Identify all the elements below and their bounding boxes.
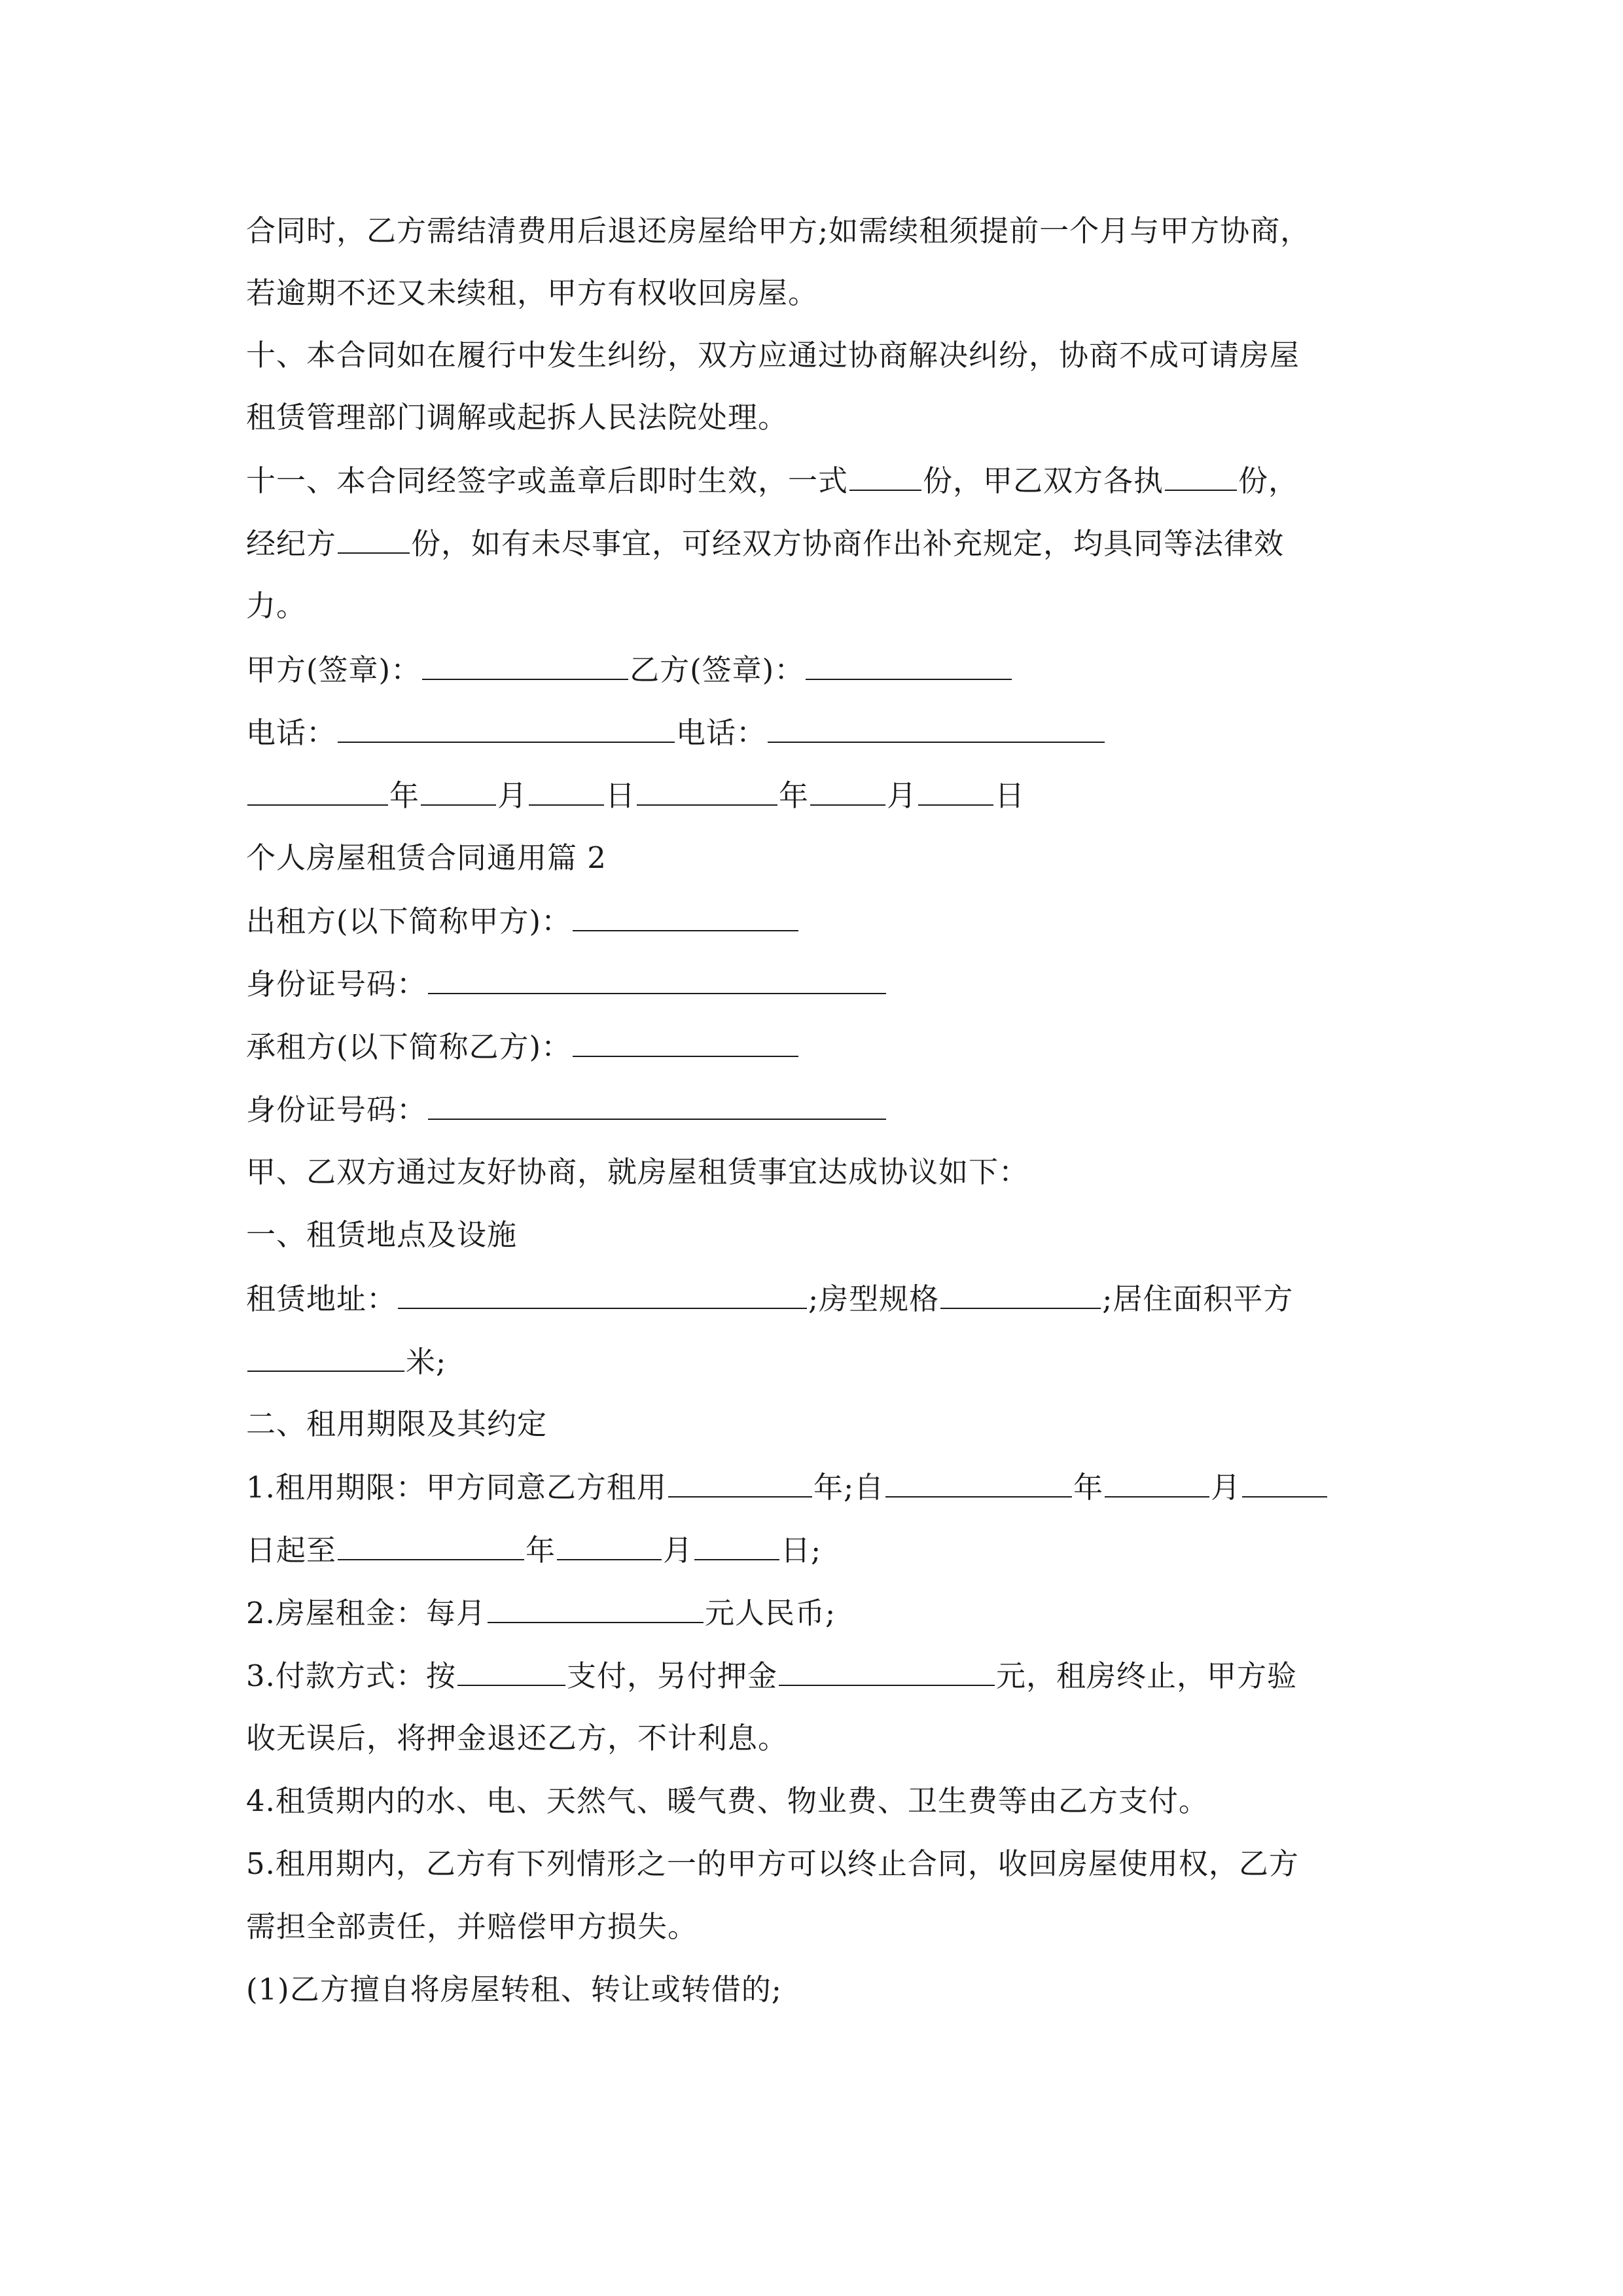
copies-total-blank[interactable] — [849, 461, 921, 491]
month-b-blank[interactable] — [810, 776, 885, 806]
term-years-blank[interactable] — [668, 1467, 812, 1498]
term-text: 月 — [663, 1533, 694, 1568]
id-number-b-blank[interactable] — [428, 1090, 886, 1120]
rent-amount-blank[interactable] — [488, 1593, 704, 1623]
heading-location: 一、租赁地点及设施 — [246, 1217, 518, 1252]
intro-text: 甲、乙双方通过友好协商，就房屋租赁事宜达成协议如下： — [246, 1155, 1029, 1189]
rent-line — [246, 1593, 836, 1633]
clause-text: 份， — [1238, 463, 1299, 498]
clause-text: 经纪方 — [246, 526, 337, 561]
clause-text: 份，甲乙双方各执 — [923, 463, 1164, 498]
room-type-blank[interactable] — [940, 1279, 1101, 1309]
month-label: 月 — [497, 778, 528, 813]
lessor-label: 出租方(以下简称甲方)： — [246, 904, 572, 939]
id-label: 身份证号码： — [246, 1092, 427, 1127]
text-line: 需担全部责任，并赔偿甲方损失。 — [246, 1909, 698, 1944]
clause-11-line-2 — [246, 524, 1284, 564]
copies-each-blank[interactable] — [1165, 461, 1237, 491]
text-line: 租赁管理部门调解或起拆人民法院处理。 — [246, 400, 789, 435]
term-text: 年 — [1073, 1470, 1104, 1505]
area-blank[interactable] — [247, 1342, 404, 1372]
term-text: 月 — [1211, 1470, 1241, 1505]
area-unit: 米; — [406, 1344, 447, 1379]
lessor-line — [246, 901, 800, 941]
text-line: 合同时，乙方需结清费用后退还房屋给甲方;如需续租须提前一个月与甲方协商， — [246, 213, 1311, 248]
text-line: 力。 — [246, 588, 307, 623]
year-a-blank[interactable] — [247, 776, 388, 806]
party-a-label: 甲方(签章)： — [246, 653, 421, 687]
phone-b-label: 电话： — [676, 715, 767, 750]
payment-text: 元，租房终止，甲方验 — [995, 1659, 1297, 1693]
term-text: 年;自 — [813, 1470, 885, 1505]
signature-line — [246, 650, 1013, 690]
area-label: ;居住面积平方 — [1102, 1282, 1294, 1316]
start-year-blank[interactable] — [885, 1467, 1072, 1498]
date-line — [246, 776, 1025, 816]
payment-method-blank[interactable] — [457, 1656, 565, 1686]
id-line-1 — [246, 964, 887, 1004]
area-line — [246, 1342, 446, 1382]
phone-a-blank[interactable] — [338, 713, 675, 743]
term-line-1 — [246, 1467, 1329, 1507]
address-blank[interactable] — [398, 1279, 807, 1309]
term-line-2 — [246, 1530, 821, 1570]
day-a-blank[interactable] — [529, 776, 604, 806]
text-line: 4.租赁期内的水、电、天然气、暖气费、物业费、卫生费等由乙方支付。 — [246, 1784, 1209, 1818]
rent-unit: 元人民币; — [704, 1596, 836, 1630]
phone-b-blank[interactable] — [768, 713, 1105, 743]
phone-line — [246, 713, 1106, 753]
text-line: 若逾期不还又未续租，甲方有权收回房屋。 — [246, 276, 819, 310]
party-b-label: 乙方(签章)： — [630, 653, 805, 687]
rent-label: 2.房屋租金：每月 — [246, 1596, 486, 1630]
end-year-blank[interactable] — [338, 1530, 524, 1560]
month-label: 月 — [887, 778, 918, 813]
text-line: (1)乙方擅自将房屋转租、转让或转借的; — [246, 1972, 782, 2007]
text-line: 十、本合同如在履行中发生纠纷，双方应通过协商解决纠纷，协商不成可请房屋 — [246, 338, 1300, 372]
party-a-signature-blank[interactable] — [422, 650, 628, 680]
term-text: 年 — [526, 1533, 556, 1568]
year-b-blank[interactable] — [637, 776, 777, 806]
term-text: 日起至 — [246, 1533, 337, 1568]
room-type-label: ;房型规格 — [808, 1282, 940, 1316]
party-b-signature-blank[interactable] — [806, 650, 1012, 680]
lessee-line — [246, 1027, 800, 1067]
end-day-blank[interactable] — [694, 1530, 779, 1560]
year-label: 年 — [779, 778, 810, 813]
copies-agent-blank[interactable] — [338, 524, 410, 554]
start-month-blank[interactable] — [1105, 1467, 1209, 1498]
end-month-blank[interactable] — [557, 1530, 662, 1560]
term-text: 日; — [781, 1533, 822, 1568]
clause-text: 份，如有未尽事宜，可经双方协商作出补充规定，均具同等法律效 — [411, 526, 1285, 561]
heading-term: 二、租用期限及其约定 — [246, 1407, 548, 1441]
day-label: 日 — [605, 778, 636, 813]
text-line: 5.租用期内，乙方有下列情形之一的甲方可以终止合同，收回房屋使用权，乙方 — [246, 1846, 1299, 1881]
start-day-blank[interactable] — [1242, 1467, 1327, 1498]
section-title: 个人房屋租赁合同通用篇 2 — [246, 840, 607, 875]
term-label: 1.租用期限：甲方同意乙方租用 — [246, 1470, 667, 1505]
id-label: 身份证号码： — [246, 967, 427, 1001]
day-b-blank[interactable] — [918, 776, 993, 806]
day-label: 日 — [995, 778, 1026, 813]
address-label: 租赁地址： — [246, 1282, 397, 1316]
payment-label: 3.付款方式：按 — [246, 1659, 456, 1693]
payment-line-1 — [246, 1656, 1297, 1696]
address-line — [246, 1279, 1293, 1319]
lessor-blank[interactable] — [573, 901, 798, 931]
id-line-2 — [246, 1090, 887, 1130]
month-a-blank[interactable] — [421, 776, 496, 806]
text-line: 收无误后，将押金退还乙方，不计利息。 — [246, 1721, 789, 1755]
deposit-blank[interactable] — [779, 1656, 995, 1686]
lessee-label: 承租方(以下简称乙方)： — [246, 1030, 572, 1064]
payment-text: 支付，另付押金 — [566, 1659, 777, 1693]
clause-11-line-1 — [246, 461, 1298, 501]
lessee-blank[interactable] — [573, 1027, 798, 1057]
id-number-a-blank[interactable] — [428, 964, 886, 994]
year-label: 年 — [389, 778, 420, 813]
clause-text: 十一、本合同经签字或盖章后即时生效，一式 — [246, 463, 849, 498]
phone-a-label: 电话： — [246, 715, 337, 750]
